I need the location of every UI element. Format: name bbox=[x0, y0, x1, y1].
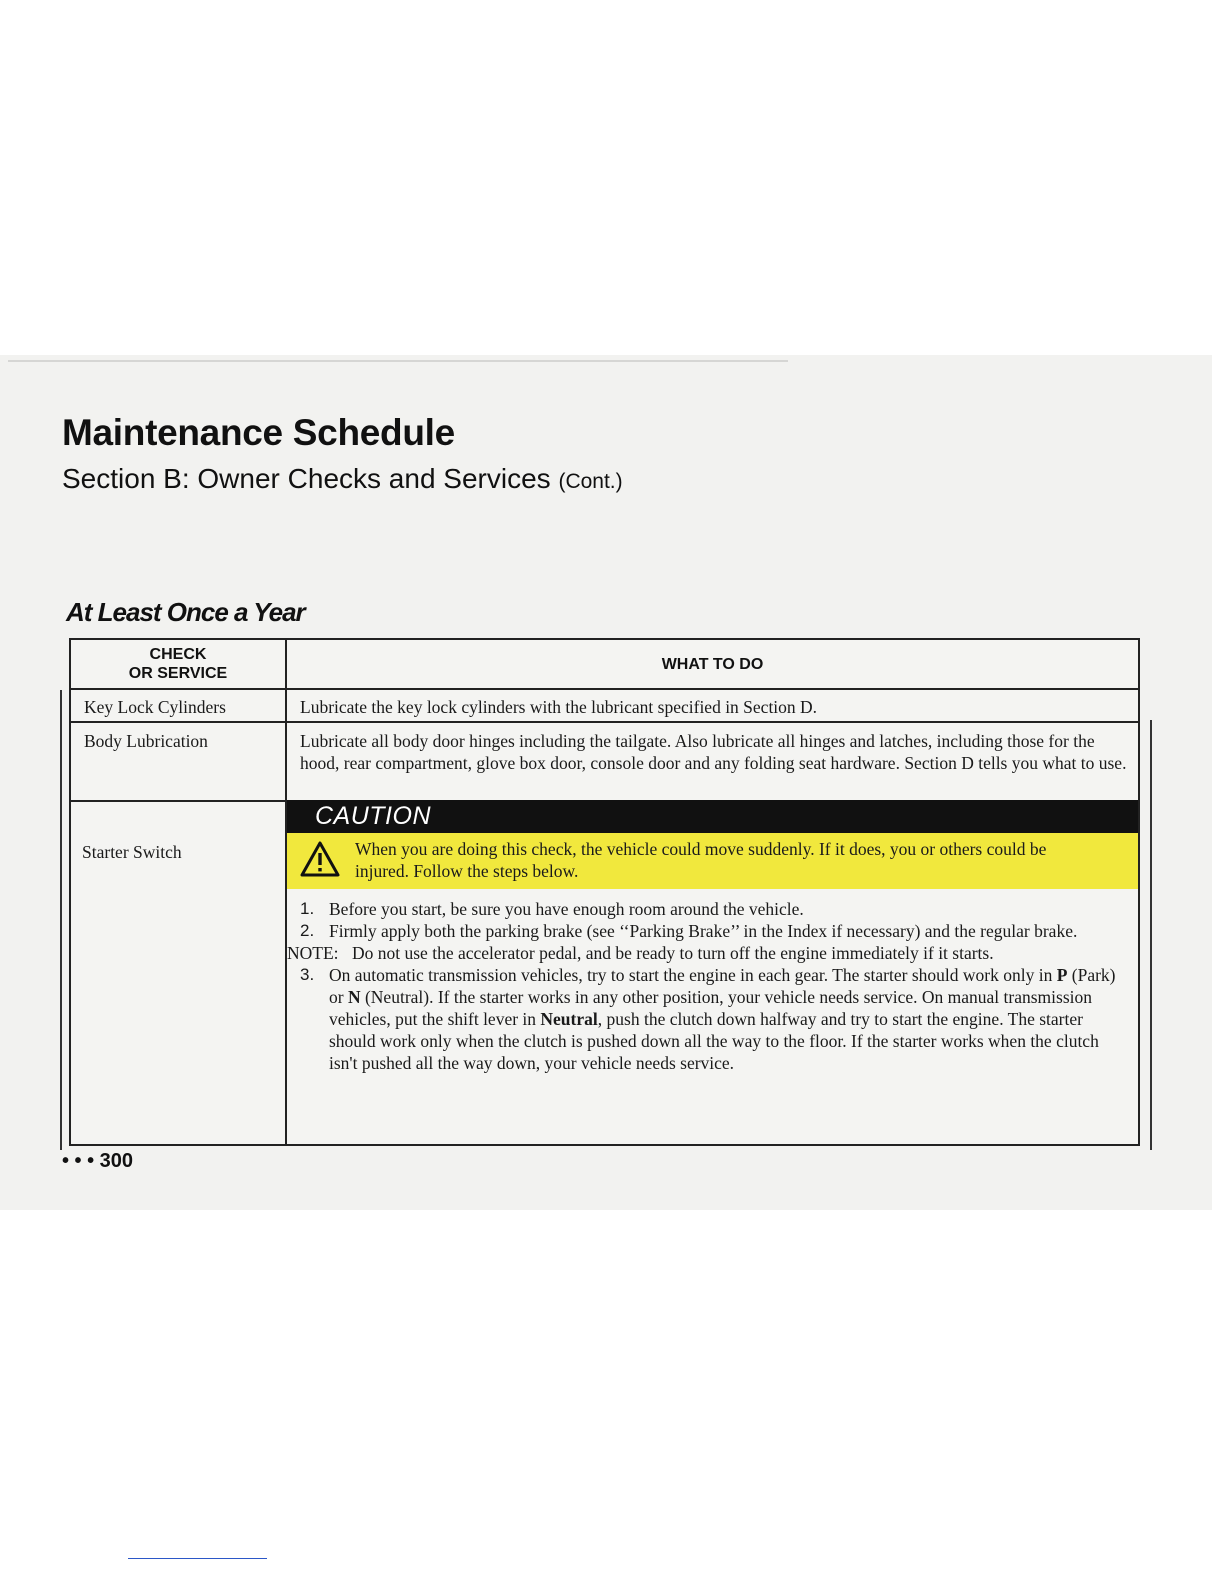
subtitle-cont: (Cont.) bbox=[558, 470, 623, 493]
warning-triangle-icon bbox=[300, 841, 340, 877]
row-check-key-lock: Key Lock Cylinders bbox=[84, 697, 226, 717]
bottom-rule bbox=[128, 1558, 267, 1559]
note-text: Do not use the accelerator pedal, and be ready to turn off the engine immediately if it starts. bbox=[352, 943, 994, 963]
header-check-line1: CHECK bbox=[149, 646, 207, 663]
step3-park: P bbox=[1056, 965, 1068, 985]
note bbox=[287, 942, 1152, 964]
row-what-body-lubrication: Lubricate all body door hinges including the tailgate. Also lubricate all hinges and latches, including those for the hood, rear compartment, glove box door, console door and any folding seat hardware. Section D tells you what to use. bbox=[300, 731, 1127, 773]
maintenance-table bbox=[69, 638, 1140, 1146]
step-text: Firmly apply both the parking brake (see ‘‘Parking Brake’’ in the Index if necessary) and the regular brake. bbox=[329, 921, 1078, 941]
page-subtitle bbox=[62, 463, 623, 495]
step-number: 1. bbox=[300, 899, 315, 918]
table-column-divider bbox=[285, 640, 287, 1144]
note-label: NOTE: bbox=[287, 943, 339, 963]
table-row-divider bbox=[71, 721, 1138, 723]
row-check-starter-switch: Starter Switch bbox=[82, 842, 182, 862]
step3-neutral-word: Neutral bbox=[540, 1009, 598, 1029]
header-check-or-service bbox=[71, 645, 285, 683]
caution-label: CAUTION bbox=[315, 802, 431, 830]
row-check-body-lubrication: Body Lubrication bbox=[84, 731, 208, 751]
change-bar-left bbox=[60, 690, 62, 1150]
caution-header bbox=[287, 800, 1138, 833]
step-item bbox=[300, 898, 1130, 920]
step3-text-part3: (Neutral). If the starter works in any other position, your vehicle needs service. On manual transmission vehicles, put the shift lever in bbox=[329, 987, 1092, 1029]
step3-text-part1: On automatic transmission vehicles, try to start the engine in each gear. The starter should work only in bbox=[329, 965, 1057, 985]
step3-text-part2: (Park) or bbox=[329, 965, 1116, 1007]
table-header-divider bbox=[71, 688, 1138, 690]
caution-box bbox=[287, 833, 1138, 889]
caution-text: When you are doing this check, the vehicle could move suddenly. If it does, you or others could be injured. Follow the steps below. bbox=[355, 839, 1047, 881]
page-number: • • • 300 bbox=[62, 1150, 134, 1172]
section-title: At Least Once a Year bbox=[66, 597, 305, 627]
header-check-line2: OR SERVICE bbox=[128, 665, 228, 682]
step3-neutral-letter: N bbox=[347, 987, 361, 1007]
step-text: Before you start, be sure you have enough room around the vehicle. bbox=[329, 899, 804, 919]
top-rule bbox=[8, 360, 788, 362]
step-item bbox=[300, 920, 1130, 942]
step-item bbox=[300, 964, 1130, 1074]
step3-text-part4: , push the clutch down halfway and try to start the engine. The starter should work only when the clutch is pushed down all the way to the floor. If the starter works when the clutch isn't pushed all the way down, your vehicle needs service. bbox=[329, 1009, 1099, 1073]
page-title: Maintenance Schedule bbox=[62, 412, 455, 453]
change-bar-right bbox=[1150, 720, 1152, 1150]
subtitle-text: Section B: Owner Checks and Services bbox=[62, 463, 551, 494]
step-number: 3. bbox=[300, 965, 315, 984]
step-number: 2. bbox=[300, 921, 315, 940]
row-what-key-lock: Lubricate the key lock cylinders with the lubricant specified in Section D. bbox=[300, 697, 818, 717]
header-what-to-do: WHAT TO DO bbox=[661, 656, 764, 673]
starter-steps bbox=[287, 898, 1130, 1074]
